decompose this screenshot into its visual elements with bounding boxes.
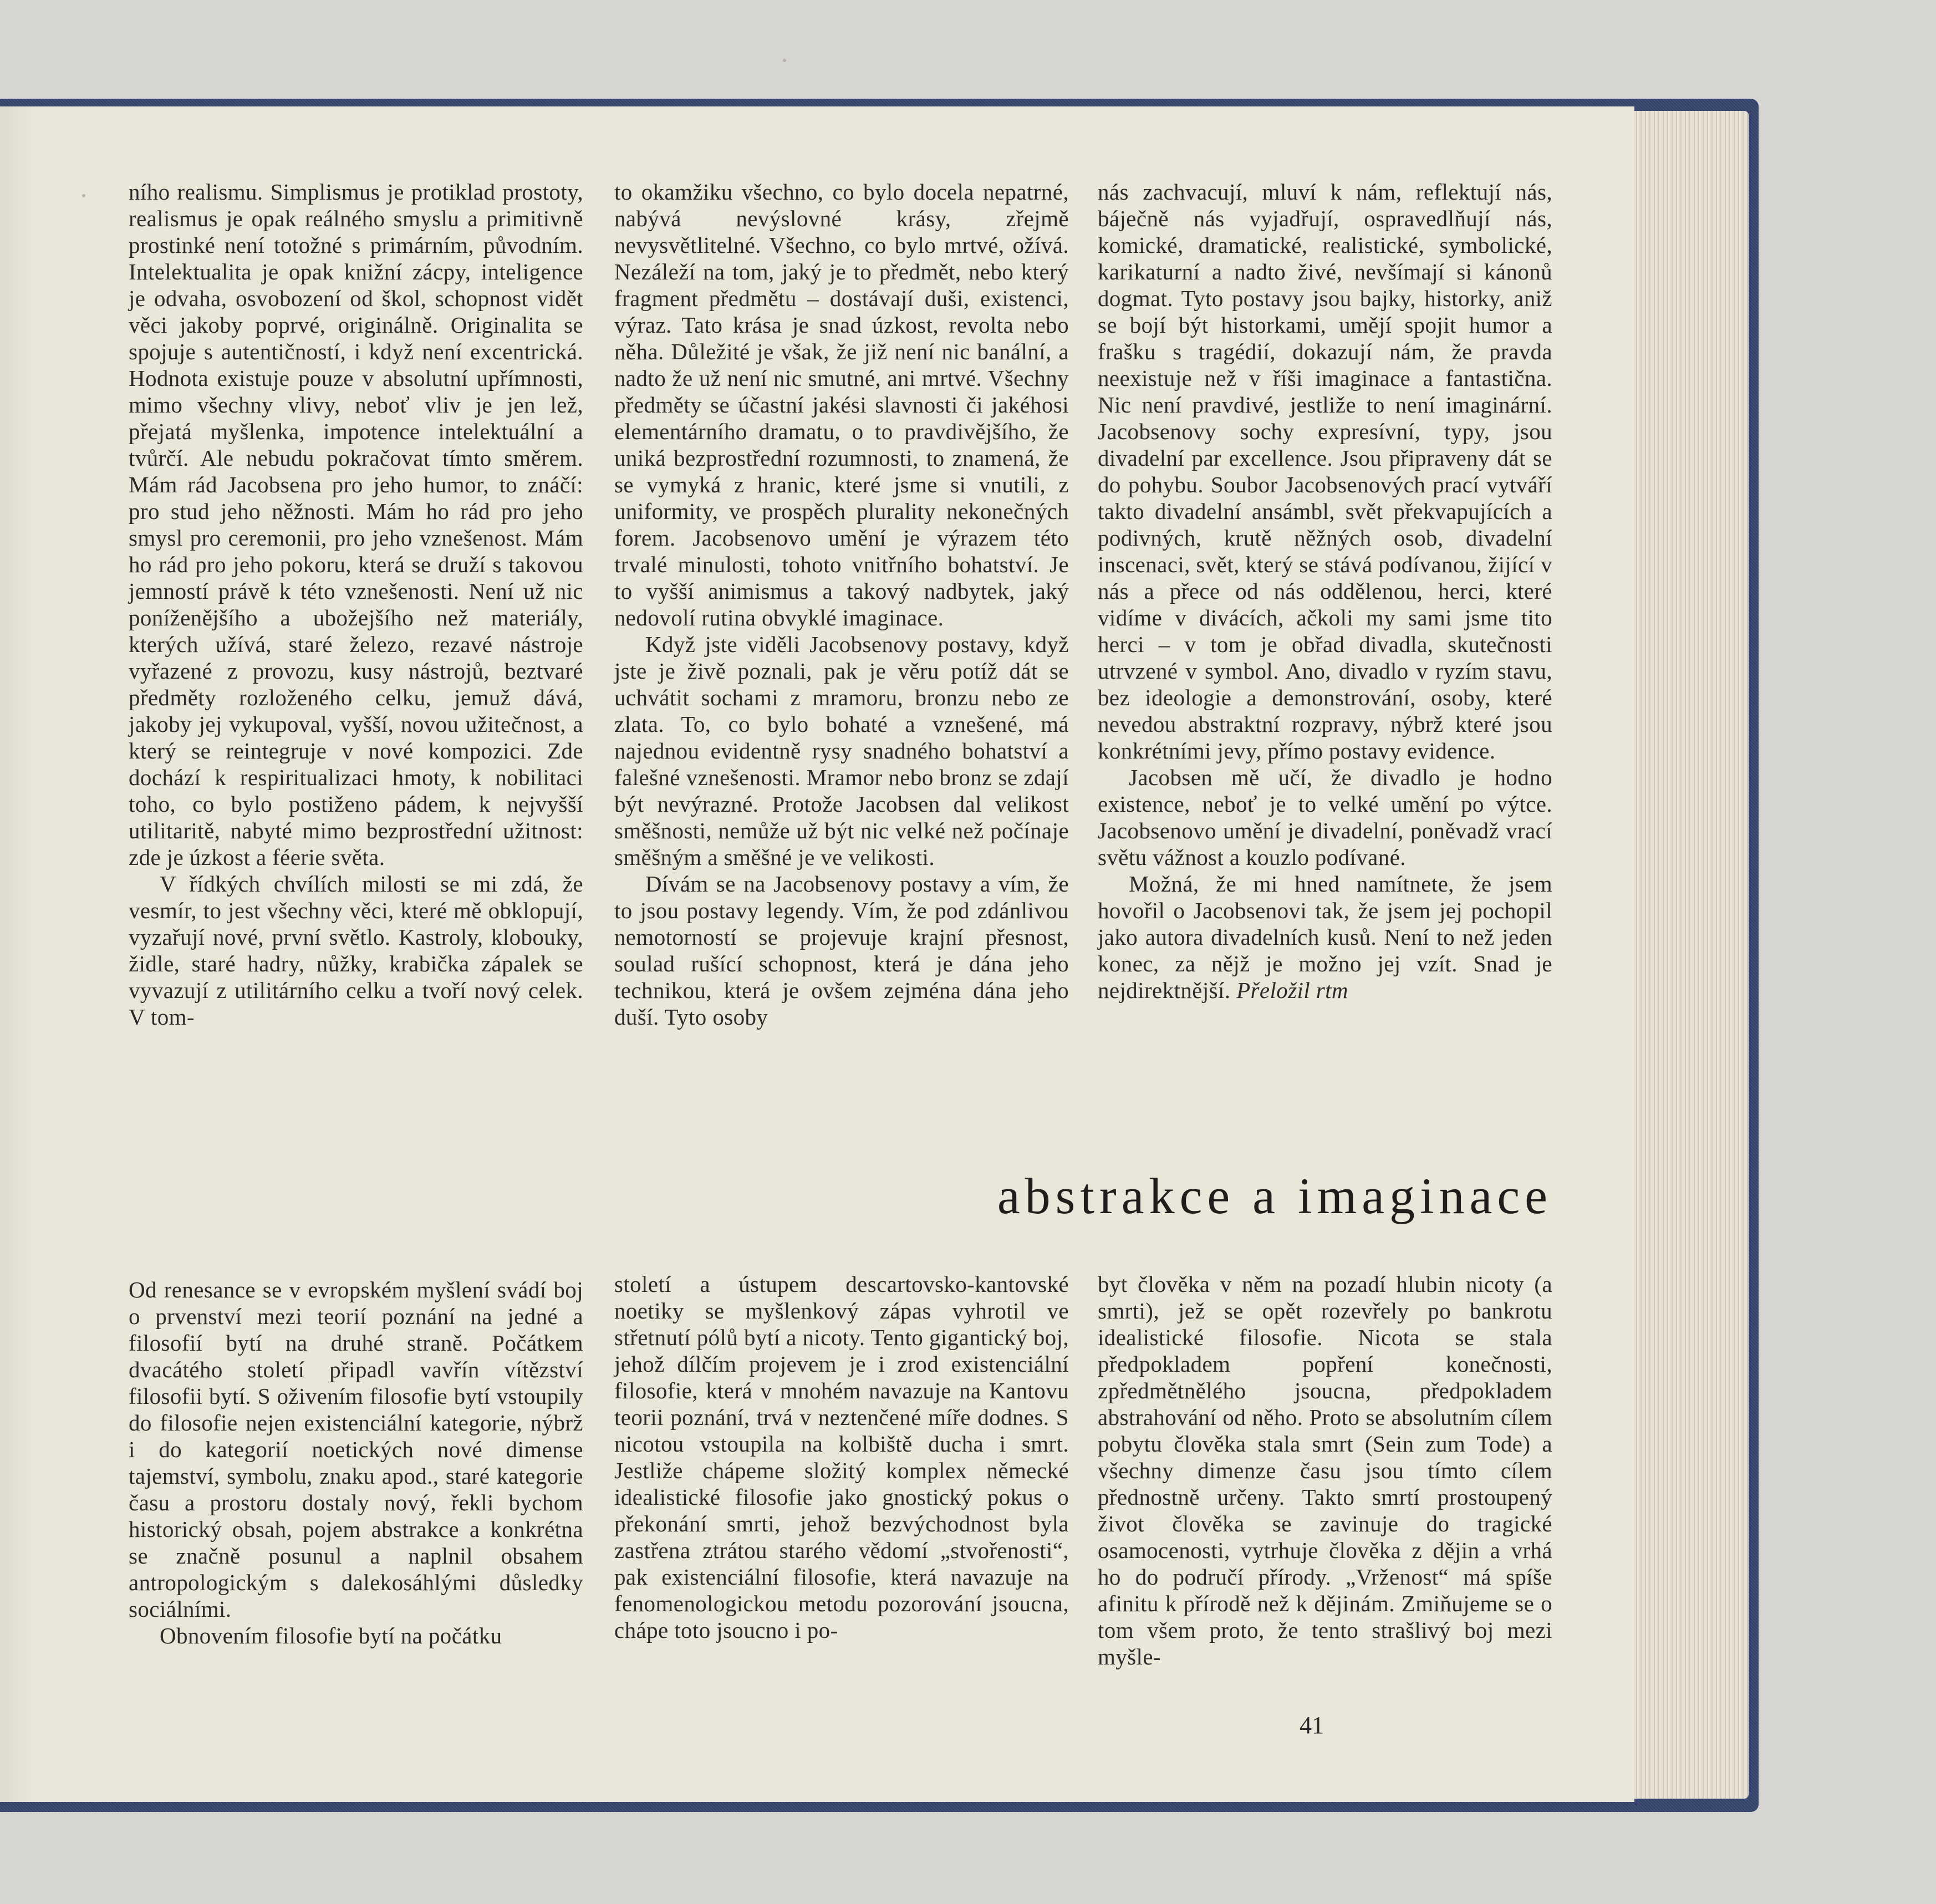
second-article-column-2 <box>614 1271 1069 1643</box>
paragraph-text: Možná, že mi hned namítnete, že jsem hovořil o Jacobsenovi tak, že jsem jej pochopil jako autora divadelních kusů. Není to než jeden konec, za nějž je možno jej vzít. Snad je nejdirektnější. <box>1098 871 1552 1003</box>
paragraph <box>1098 764 1552 870</box>
paragraph: nás zachvacují, mluví k nám, reflektují nás, báječně nás vyjadřují, ospravedlňují nás, komické, dramatické, realistické, symbolické, karikaturní a nadto živé, nevšímají si kánonů dogmat. Tyto postavy jsou bajky, historky, aniž se bojí být historkami, umějí spojit humor a frašku s tragédií, dokazují nám, že pravda neexistuje než v říši imaginace a fantastična. Nic není pravdivé, jestliže to není imaginární. Jacobsenovy sochy expresívní, typy, jsou divadelní par excellence. Jsou připraveny dát se do pohybu. Soubor Jacobsenových prací vytváří takto divadelní ansámbl, svět překvapujících a podivných, krutě něžných osob, divadelní inscenaci, svět, který se stává podívanou, žijící v nás a přece od nás oddělenou, herci, které vidíme v divácích, ačkoli my sami jsme tito herci – v tom je obřad divadla, skutečnosti utrvzené v symbol. Ano, divadlo v ryzím stavu, bez ideologie a demonstrování, osoby, které nevedou abstraktní rozpravy, nýbrž které jsou konkrétními jevy, přímo postavy evidence. <box>1098 179 1552 763</box>
paragraph-text: Jacobsen mě učí, že divadlo je hodno existence, neboť je to velké umění po výtce. Jacobsenovo umění je divadelní, poněvadž vrací světu vážnost a kouzlo podívané. <box>1098 765 1552 870</box>
paragraph: ního realismu. Simplismus je protiklad prostoty, realismus je opak reálného smyslu a primitivně prostinké není totožné s primárním, původním. Intelektualita je opak knižní zácpy, inteligence je odvaha, osvobození od škol, schopnost vidět věci jakoby poprvé, originálně. Originalita se spojuje s autentičností, i když není excentrická. Hodnota existuje pouze v absolutní upřímnosti, mimo všechny vlivy, neboť vliv je jen lež, přejatá myšlenka, impotence intelektuální a tvůrčí. Ale nebudu pokračovat tímto směrem. Mám rád Jacobsena pro jeho humor, to znáčí: pro stud jeho něžnosti. Mám ho rád pro jeho smysl pro ceremonii, pro jeho vznešenost. Mám ho rád pro jeho pokoru, která se druží s takovou jemností právě k této vznešenosti. Není už nic poníženějšího a ubožejšího než materiály, kterých užívá, staré železo, rezavé nástroje vyřazené z provozu, kusy nástrojů, beztvaré předměty rozloženého celku, jemuž dává, jakoby jej vykupoval, vyšší, novou užitečnost, a který se reintegruje v nové kompozici. Zde dochází k respiritualizaci hmoty, k nobilitaci toho, co bylo postiženo pádem, k nejvyšší utilitaritě, nabyté mimo bezprostřední užitnost: zde je úzkost a féerie světa. <box>129 179 583 870</box>
paragraph: V řídkých chvílích milosti se mi zdá, že vesmír, to jest všechny věci, které mě obklopují, vyzařují nové, první světlo. Kastroly, klobouky, židle, staré hadry, nůžky, krabička zápalek se vyvazují z utilitárního celku a tvoří nový celek. V tom- <box>129 871 583 1030</box>
section-title: abstrakce a imaginace <box>997 1168 1552 1224</box>
paper-speck <box>82 194 85 197</box>
page-edges <box>1634 111 1749 1799</box>
paragraph: Od renesance se v evropském myšlení svádí boj o prvenství mezi teorií poznání na jedné a filosofií bytí na druhé straně. Počátkem dvacátého století připadl vavřín vítězství filosofii bytí. S oživením filosofie bytí vstoupily do filosofie nejen existenciální kategorie, nýbrž i do kategorií noetických nové dimense tajemství, symbolu, znaku apod., staré kategorie času a prostoru dostaly nový, řekli bychom historický obsah, pojem abstrakce a konkrétna se značně posunul a naplnil obsahem antropologickým s dalekosáhlými důsledky sociálními. <box>129 1277 583 1622</box>
paragraph: století a ústupem descartovsko-kantovské noetiky se myšlenkový zápas vyhrotil ve střetnutí pólů bytí a nicoty. Tento gigantický boj, jehož dílčím projevem je i zrod existenciální filosofie, která v mnohém navazuje na Kantovu teorii poznání, trvá v neztenčené míře dodnes. S nicotou vstoupila na kolbiště ducha i smrt. Jestliže chápeme složitý komplex německé idealistické filosofie jako gnostický pokus o překonání smrti, jehož bezvýchodnost byla zastřena ztrátou starého vědomí „stvořenosti“, pak existenciální filosofie, která navazuje na fenomenologickou metodu pozorování jsoucna, chápe toto jsoucno i po- <box>614 1271 1069 1643</box>
article-column-3 <box>1098 179 1552 1004</box>
page-number: 41 <box>1300 1712 1324 1739</box>
paragraph <box>1098 870 1552 1004</box>
article-column-2 <box>614 179 1069 1030</box>
second-article-column-3 <box>1098 1271 1552 1670</box>
paragraph: Obnovením filosofie bytí na počátku <box>160 1623 502 1648</box>
paragraph: Dívám se na Jacobsenovy postavy a vím, že to jsou postavy legendy. Vím, že pod zdánlivou nemotorností se projevuje krajní přesnost, soulad rušící schopnost, která je dána jeho technikou, která je ovšem zejména dána jeho duší. Tyto osoby <box>614 871 1069 1030</box>
paragraph: to okamžiku všechno, co bylo docela nepatrné, nabývá nevýslovné krásy, zřejmě nevysvětlitelné. Všechno, co bylo mrtvé, ožívá. Nezáleží na tom, jaký je to předmět, nebo který fragment předmětu – dostávají duši, existenci, výraz. Tato krása je snad úzkost, revolta nebo něha. Důležité je však, že již není nic banální, a nadto že už není nic smutné, ani mrtvé. Všechny předměty se účastní jakési slavnosti či jakéhosi elementárního dramatu, o to pravdivějšího, že uniká bezprostřední rozumnosti, to znamená, že se vymyká z hranic, které jsme si vnutili, z uniformity, ve prospěch plurality nekonečných forem. Jacobsenovo umění je výrazem této trvalé minulosti, tohoto vnitřního bohatství. Je to vyšší animismus a takový nadbytek, jaký nedovolí rutina obvyklé imaginace. <box>614 179 1069 630</box>
paragraph: byt člověka v něm na pozadí hlubin nicoty (a smrti), jež se opět rozevřely po bankrotu idealistické filosofie. Nicota se stala předpokladem popření konečnosti, zpředmětnělého jsoucna, předpokladem abstrahování od něho. Proto se absolutním cílem pobytu člověka stala smrt (Sein zum Tode) a všechny dimenze času jsou tímto cílem přednostně určeny. Takto smrtí prostoupený život člověka se zavinuje do tragické osamocenosti, vytrhuje člověka z dějin a vrhá ho do područí přírody. „Vrženost“ má spíše afinitu k přírodě než k dějinám. Zmiňujeme se o tom všem proto, že tento strašlivý boj mezi myšle- <box>1098 1271 1552 1669</box>
translator-credit: Přeložil rtm <box>1236 978 1348 1003</box>
paragraph: Když jste viděli Jacobsenovy postavy, když jste je živě poznali, pak je věru potíž dát se uchvátit sochami z mramoru, bronzu nebo ze zlata. To, co bylo bohaté a vznešené, má najednou evidentně rysy snadného bohatství a falešné vznešenosti. Mramor nebo bronz se zdají být nevýrazné. Protože Jacobsen dal velikost směšnosti, nemůže už být nic velké než počínaje směšným a směšné je ve velikosti. <box>614 632 1069 870</box>
article-column-1 <box>129 179 583 1030</box>
second-article-column-1 <box>129 1276 583 1649</box>
paper-speck <box>783 59 786 62</box>
